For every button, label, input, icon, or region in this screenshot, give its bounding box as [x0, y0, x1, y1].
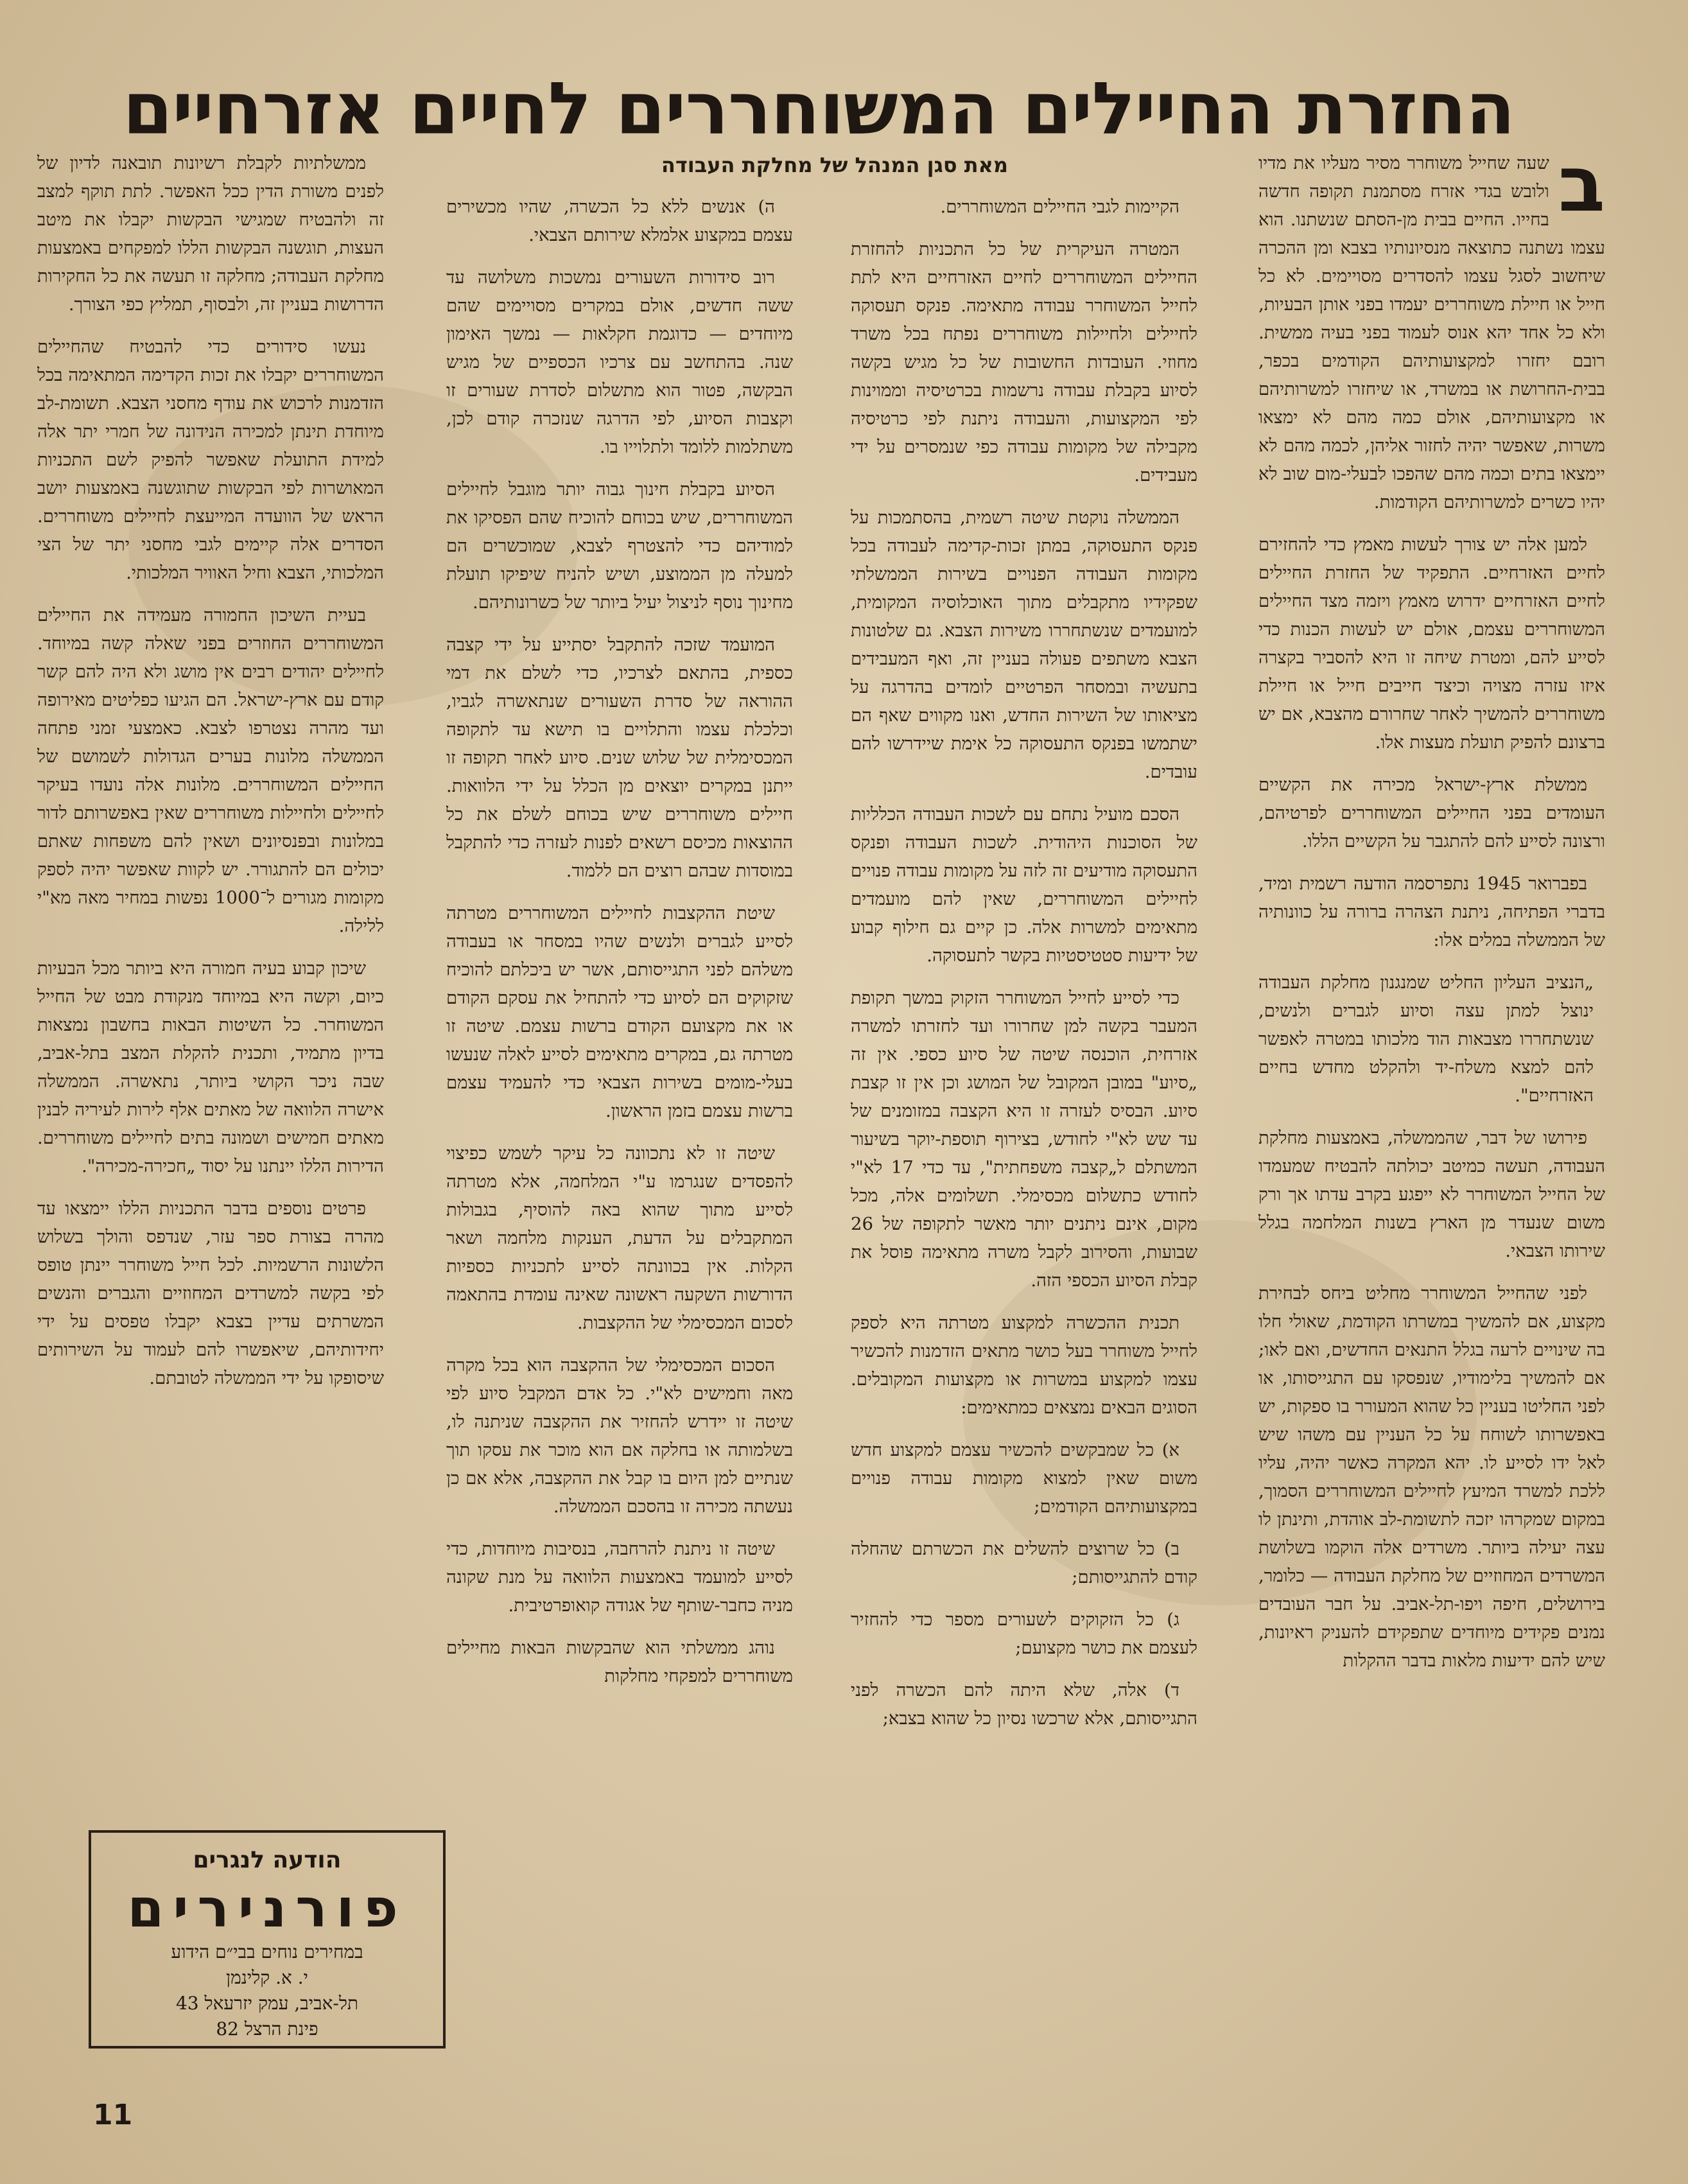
article-list-item: ב) כל שרוצים להשלים את הכשרתם שהחלה קודם להתגייסותם; [851, 1539, 1197, 1587]
article-paragraph: המועמד שזכה להתקבל יסתייע על ידי קצבה כספית, בהתאם לצרכיו, כדי לשלם את דמי ההוראה של סדרת השעורים שנתאשרה לגביו, וכלכלת עצמו והתלויים בו תישא עד לתקופה המכסימלית של שלוש שנים. סיוע לאחר תקופה זו ייתנן במקרים יוצאים מן הכלל על ידי הלוואות. חיילים משוחררים שיש בכוחם לשלם את כל ההוצאות מכיסם רשאים לפנות לעזרה כדי להתקבל במוסדות שבהם רוצים הם ללמוד. [446, 634, 793, 881]
article-paragraph: שיכון קבוע בעיה חמורה היא ביותר מכל הבעיות כיום, וקשה היא במיוחד מנקודת מבט של החייל המשוחרר. כל השיטות הבאות בחשבון נמצאות בדיון מתמיד, ותכנית להקלת המצב בתל-אביב, שבה ניכר הקושי ביותר, נתאשרה. הממשלה אישרה הלוואה של מאתים אלף לירות לעיריה לבנין מאתים חמישים ושמונה בתים לחיילים משוחררים. הדירות הללו יינתנו על יסוד „חכירה-מכירה". [37, 958, 384, 1176]
article-paragraph: כדי לסייע לחייל המשוחרר הזקוק במשך תקופת המעבר בקשה למן שחרורו ועד לחזרתו למשרה אזרחית, הוכנסה שיטה של סיוע כספי. אין זה „סיוע" במובן המקובל של המושג וכן אין זו קצבת סיוע. הבסיס לעזרה זו היא הקצבה במזומנים של עד שש לא"י לחודש, בצירוף תוספת-יוקר בשיעור המשתלם ל„קצבה משפחתית", עד כדי 17 לא"י לחודש כתשלום מכסימלי. תשלומים אלה, מכל מקום, אינם ניתנים יותר מאשר לתקופה של 26 שבועות, והסירוב לקבל משרה מתאימה פוסל את קבלת הסיוע הכספי הזה. [851, 988, 1197, 1291]
article-list-item: א) כל שמבקשים להכשיר עצמם למקצוע חדש משום שאין למצוא מקומות עבודה פנויים במקצועותיהם הקודמים; [851, 1440, 1197, 1517]
ad-brand-name: פורנירים [127, 1878, 407, 1939]
article-column-3 [446, 193, 793, 2081]
article-title: החזרת החיילים המשוחררים לחיים אזרחיים [123, 67, 1515, 151]
article-paragraph: לפני שהחייל המשוחרר מחליט ביחס לבחירת מקצוע, אם להמשיך במשרתו הקודמת, שאולי חלו בה שינויים לרעה בגלל התנאים החדשים, ואם לאו; אם להמשיך בלימודיו, שנפסקו עם התגייסותו, או לפני החליטו בעניין כל שהוא המעורר בו ספקות, יש באפשרותו לשוחח על כל העניין עם משהו שיש לאל ידו לסייע לו. יהא המקרה כאשר יהיה, עליו ללכת למשרד המיעץ לחיילים המשוחררים הסמוך, במקום שמקרהו יזכה לתשומת-לב אוהדת, ותינתן לו עצה יעילה ביותר. משרדים אלה הוקמו בשלושת המשרדים המחוזיים של מחלקת העבודה — כלומר, בירושלים, חיפה ויפו-תל-אביב. על חבר העובדים נמנים פקידים מיוחדים שתפקידם להעניק ראיונות, שיש להם ידיעות מלאות בדבר ההקלות [1258, 1283, 1605, 1671]
ad-label: הודעה לנגרים [193, 1847, 342, 1873]
article-paragraph: ממשלתיות לקבלת רשיונות תובאנה לדיון של לפנים משורת הדין ככל האפשר. לתת תוקף למצב זה ולהבטיח שמגישי הבקשות יקבלו את מיטב העצות, תוגשנה הבקשות הללו למפקחים באמצעות מחלקת העבודה; מחלקה זו תעשה את כל החקירות הדרושות בעניין זה, ולבסוף, תמליץ כפי הצורך. [37, 153, 384, 315]
article-list-item: ג) כל הזקוקים לשעורים מספר כדי להחזיר לעצמם את כושר מקצועם; [851, 1609, 1197, 1658]
article-paragraph: הסכום המכסימלי של ההקצבה הוא בכל מקרה מאה וחמישים לא"י. כל אדם המקבל סיוע לפי שיטה זו יידרש להחזיר את ההקצבה שניתנה לו, בשלמותה או בחלקה אם הוא מוכר את עסקו תוך שנתיים למן היום בו קבל את ההקצבה, אלא אם כן נעשתה מכירה זו בהסכם הממשלה. [446, 1355, 793, 1517]
article-column-4 [37, 149, 384, 1530]
ad-line: במחירים נוחים בבי״ם הידוע [171, 1941, 363, 1962]
ad-line: פינת הרצל 82 [216, 2018, 318, 2040]
article-paragraph: המטרה העיקרית של כל התכניות להחזרת החיילים המשוחררים לחיים האזרחיים היא לתת לחייל המשוחרר עבודה מתאימה. פנקס תעסוקה לחיילים ולחיילות משוחררים נפתח בכל משרד מחוזי. העובדות החשובות של כל מגיש בקשה לסיוע בקבלת עבודה נרשמות בכרטיסיה וממוינות לפי המקצועות, והעבודה ניתנת לפי כרטיסיה מקבילה של מקומות עבודה כפי שנמסרים על ידי מעבידים. [851, 239, 1197, 485]
article-paragraph: נוהג ממשלתי הוא שהבקשות הבאות מחיילים משוחררים למפקחי מחלקות [446, 1638, 793, 1686]
article-paragraph: ממשלת ארץ-ישראל מכירה את הקשיים העומדים בפני החיילים המשוחררים לפרטיהם, ורצונה לסייע להם להתגבר על הקשיים הללו. [1258, 774, 1605, 852]
article-paragraph: פרטים נוספים בדבר התכניות הללו יימצאו עד מהרה בצורת ספר עזר, שנדפס והולך בשלוש הלשונות הרשמיות. לכל חייל משוחרר יינתן טופס לפי בקשה למשרדים המחוזיים והגברים והנשים המשרתים עדיין בצבא יקבלו טפסים על ידי יחידותיהם, שיאפשרו להם לעמוד על השירותים שיסופקו על ידי הממשלה לטובתם. [37, 1198, 384, 1388]
article-quote: „הנציב העליון החליט שמנגנון מחלקת העבודה ינוצל למתן עצה וסיוע לגברים ולנשים, שנשתחררו מצבאות הוד מלכותו במטרה לאפשר להם למצא משלח-יד ולהקלט מחדש בחיים האזרחיים". [1258, 972, 1594, 1106]
article-paragraph: הסיוע בקבלת חינוך גבוה יותר מוגבל לחיילים המשוחררים, שיש בכוחם להוכיח שהם הפסיקו את למודיהם כדי להצטרף לצבא, שמוכשרים הם למעלה מן הממוצע, ושיש להניח שיפיקו תועלת מחינוך נוסף לניצול יעיל ביותר של כשרונותיהם. [446, 479, 793, 613]
article-list-item: ה) אנשים ללא כל הכשרה, שהיו מכשירים עצמם במקצוע אלמלא שירותם הצבאי. [446, 197, 793, 245]
drop-cap: ב [1558, 149, 1605, 229]
article-column-2 [851, 193, 1197, 2081]
article-paragraph: תכנית ההכשרה למקצוע מטרתה היא לספק לחייל משוחרר בעל כושר מתאים הזדמנות להכשיר עצמו למקצוע במשרות או מקצועות המקובלים. הסוגים הבאים נמצאים כמתאימים: [851, 1313, 1197, 1418]
article-paragraph: בעיית השיכון החמורה מעמידה את החיילים המשוחררים החוזרים בפני שאלה קשה במיוחד. לחיילים יהודים רבים אין מושג ולא היה להם קשר קודם עם ארץ-ישראל. הם הגיעו כפליטים מאירופה ועד מהרה נצטרפו לצבא. כאמצעי זמני פתחה הממשלה מלונות בערים הגדולות לשמושם של החיילים המשוחררים. מלונות אלה נועדו בעיקר לחיילים ולחיילות משוחררים שאין באפשרותם לדור במלונות ובפנסיונים ושאין להם משפחות שאתם יכולים הם להתגורר. יש לקוות שאפשר יהיה לספק מקומות מגורים ל־1000 נפשות במחיר מאה מא"י ללילה. [37, 605, 384, 936]
article-paragraph: נעשו סידורים כדי להבטיח שהחיילים המשוחררים יקבלו את זכות הקדימה המתאימה בכל הזדמנות לרכוש את עודף מחסני הצבא. תשומת-לב מיוחדת תינתן למכירה הנידונה של חמרי יתר אלה למידת התועלת שאפשר להפיק לשם התכניות המאושרות לפי הבקשות שתוגשנה באמצעות יושב הראש של הוועדה המייעצת לחיילים משוחררים. הסדרים אלה קיימים לגבי מחסני יתר של הצי המלכותי, הצבא וחיל האוויר המלכותי. [37, 336, 384, 583]
article-paragraph: בפברואר 1945 נתפרסמה הודעה רשמית ומיד, בדברי הפתיחה, ניתנת הצהרה ברורה על כוונותיה של הממשלה במלים אלו: [1258, 873, 1605, 950]
article-paragraph: הממשלה נוקטת שיטה רשמית, בהסתמכות על פנקס התעסוקה, במתן זכות-קדימה לעבודה בכל מקומות העבודה הפנויים בשירות הממשלתי שפקידיו מתקבלים מתוך האוכלוסיה המקומית, למועמדים שנשתחררו משירות הצבא. גם שלטונות הצבא משתפים פעולה בעניין זה, ואף המעבידים בתעשיה ובמסחר הפרטיים לומדים בהדרגה על מציאותו של השירות החדש, ואנו מקווים שאף הם ישתמשו בפנקס התעסוקה כל אימת שיידרשו להם עובדים. [851, 507, 1197, 782]
article-paragraph: פירושו של דבר, שהממשלה, באמצעות מחלקת העבודה, תעשה כמיטב יכולתה להבטיח שמעמדו של החייל המשוחרר לא ייפגע בקרב עדתו אך ורק משום שנעדר מן הארץ בשנות המלחמה בגלל שירותו הצבאי. [1258, 1128, 1605, 1261]
page-number: 11 [93, 2099, 133, 2131]
article-list-item: ד) אלה, שלא היתה להם הכשרה לפני התגייסותם, אלא שרכשו נסיון כל שהוא בצבא; [851, 1680, 1197, 1729]
ad-line: י. א. קלינמן [225, 1967, 308, 1988]
article-byline: מאת סגן המנהל של מחלקת העבודה [661, 153, 1009, 177]
article-column-1 [1258, 149, 1605, 2069]
ad-line: תל-אביב, עמק יזרעאל 43 [175, 1993, 359, 2014]
article-paragraph: הסכם מועיל נתחם עם לשכות העבודה הכלליות של הסוכנות היהודית. לשכות העבודה ופנקס התעסוקה מודיעים זה לזה על מקומות עבודה פנויים לחיילים המשוחררים, שאין להם מועמדים מתאימים למשרות אלה. כן קיים גם חילוף קבוע של ידיעות סטטיסטיות בקשר לתעסוקה. [851, 804, 1197, 966]
article-paragraph: שיטה זו ניתנת להרחבה, בנסיבות מיוחדות, כדי לסייע למועמד באמצעות הלוואה על מנת שקונה מניה כחבר-שותף של אגודה קואופרטיבית. [446, 1539, 793, 1616]
article-paragraph: שיטה זו לא נתכוונה כל עיקר לשמש כפיצוי להפסדים שנגרמו ע"י המלחמה, אלא מטרתה לסייע מתוך שהוא באה להוסיף, בגבולות המתקבלים על הדעת, הענקות מלחמה ושאר הקלות. אין בכוונתה לסייע לתכניות כספיות הדורשות השקעה ראשונה שאינה עומדת בהתאמה לסכום המכסימלי של ההקצבות. [446, 1143, 793, 1333]
article-paragraph: ב שעה שחייל משוחרר מסיר מעליו את מדיו ולובש בגדי אזרח מסתמנת תקופה חדשה בחייו. החיים בבית מן-הסתם שנשתנו. הוא עצמו נשתנה כתוצאה מנסיונותיו בצבא ומן ההכרה שיחשוב לסגל עצמו להסדרים מסויימים. לא כל חייל או חיילת משוחררים יעמדו בפני אותן הבעיות, ולא כל אחד יהא אנוס לעמוד בפני בעיה ממשית. רובם יחזרו למקצועותיהם הקודמים בכפר, בבית-החרושת או במשרד, או שיחזרו למשרותיהם או מקצועותיהם, אולם כמה מהם לא ימצאו משרות, שאפשר יהיה לחזור אליהן, לכמה מהם לא יימצאו בתים וכמה מהם שהפכו לבעלי-מום שוב לא יהיו כשרים למשרותיהם הקודמות. [1258, 149, 1605, 512]
article-paragraph: למען אלה יש צורך לעשות מאמץ כדי להחזירם לחיים האזרחיים. התפקיד של החזרת החיילים לחיים האזרחיים ידרוש מאמץ ויזמה מצד החיילים המשוחררים עצמם, אולם יש לעשות הכנות כדי לסייע להם, ומטרת שיחה זו היא להסביר בקצרה איזו עזרה מצויה וכיצד חייבים חייל או חיילת משוחררים להמשיך לאחר שחרורם מהצבא, אם יש ברצונם להפיק תועלת מעצות אלו. [1258, 534, 1605, 753]
article-paragraph: שיטת ההקצבות לחיילים המשוחררים מטרתה לסייע לגברים ולנשים שהיו במסחר או בעבודה משלהם לפני התגייסותם, אשר יש ביכלתם להוכיח שזקוקים הם לסיוע כדי להתחיל את עסקם הקודם או את מקצועם הקודם ברשות עצמם. שיטה זו מטרתה גם, במקרים מתאימים לסייע לאלה שנעשו בעלי-מומים בשירות הצבאי כדי להעמיד עצמם ברשות עצמם בזמן הראשון. [446, 903, 793, 1121]
article-paragraph: הקיימות לגבי החיילים המשוחררים. [940, 197, 1179, 217]
advertisement-box [89, 1830, 446, 2049]
article-paragraph: רוב סידורות השעורים נמשכות משלושה עד ששה חדשים, אולם במקרים מסויימים שהם מיוחדים — כדוגמת חקלאות — נמשך האימון שנה. בהתחשב עם צרכיו הכספיים של מגיש הבקשה, פטור הוא מתשלום לסדרת שעורים זו וקצבות הסיוע, לפי הדרגה שנזכרה קודם לכן, משתלמות ללומד ולתלוייו בו. [446, 267, 793, 457]
